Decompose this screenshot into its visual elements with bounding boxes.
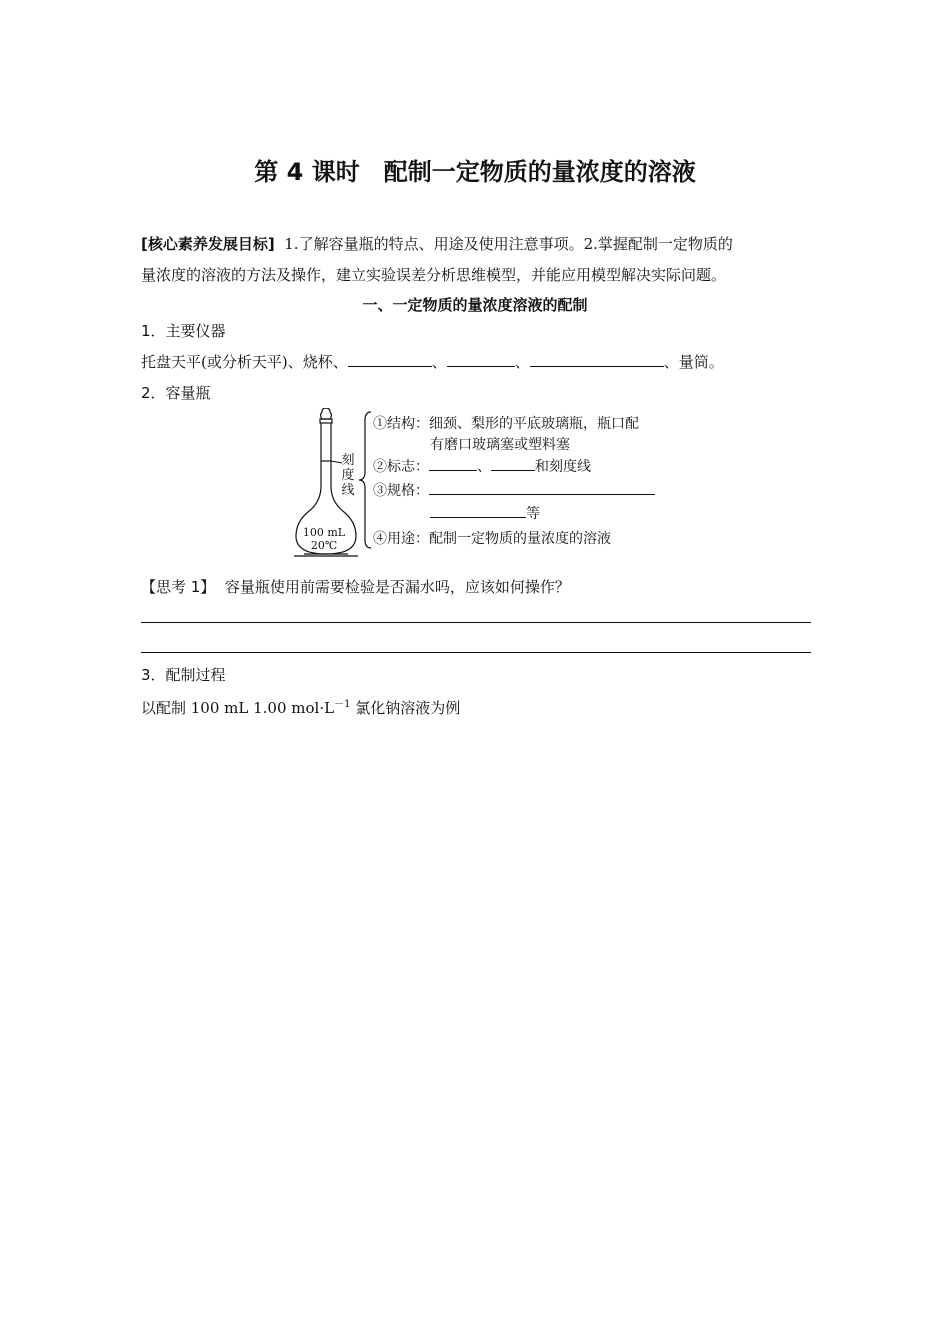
mark-line	[373, 456, 591, 476]
mark-pointer	[320, 455, 344, 465]
think-label: 【思考 1】	[141, 578, 216, 596]
think-question	[141, 576, 570, 597]
item3-heading: 3．配制过程	[141, 666, 226, 684]
mark-sep: 、	[477, 459, 491, 475]
flask-volume: 100 mL	[302, 526, 346, 539]
item1-sep-1: 、	[431, 353, 447, 371]
use-text: 配制一定物质的量浓度的溶液	[429, 531, 611, 547]
mark-end: 和刻度线	[535, 459, 591, 475]
structure-line-2: 有磨口玻璃塞或塑料塞	[430, 437, 570, 453]
answer-line-2[interactable]	[141, 652, 811, 653]
item1-text	[141, 350, 724, 372]
item1-text-start: 托盘天平(或分析天平)、烧杯、	[141, 353, 348, 371]
goals-text-1: 1.了解容量瓶的特点、用途及使用注意事项。2.掌握配制一定物质的	[284, 235, 733, 253]
flask-label	[296, 526, 352, 552]
structure-line-1	[373, 413, 639, 433]
brace-icon	[357, 410, 373, 550]
mark-char-1: 刻	[341, 453, 355, 468]
goals-line-1	[141, 229, 813, 260]
spec-blank-2[interactable]	[430, 503, 526, 518]
item3-superscript: －1	[334, 699, 351, 710]
mark-char-3: 线	[341, 483, 355, 498]
mark-char-2: 度	[341, 468, 355, 483]
item3-text	[141, 695, 460, 718]
goals-line-2: 量浓度的溶液的方法及操作，建立实验误差分析思维模型，并能应用模型解决实际问题。	[141, 266, 727, 284]
item1-sep-2: 、	[514, 353, 530, 371]
item1-heading: 1．主要仪器	[141, 322, 226, 340]
stopper-icon	[321, 408, 332, 419]
mark-blank-1[interactable]	[429, 456, 477, 471]
mark-label: ②标志：	[373, 459, 429, 475]
spec-end: 等	[526, 506, 540, 522]
spec-line-2	[430, 503, 540, 523]
goals-label: [核心素养发展目标]	[141, 235, 275, 253]
structure-text-1: 细颈、梨形的平底玻璃瓶，瓶口配	[429, 416, 639, 432]
item3-text-start: 以配制 100 mL 1.00 mol·L	[141, 699, 335, 717]
answer-line-1[interactable]	[141, 622, 811, 623]
flask-temperature: 20℃	[310, 539, 338, 552]
page-title: 第 4 课时 配制一定物质的量浓度的溶液	[254, 158, 696, 186]
answer-blank-1[interactable]	[348, 350, 432, 367]
spec-blank-1[interactable]	[429, 480, 655, 495]
spec-line	[373, 480, 655, 500]
use-label: ④用途：	[373, 531, 429, 547]
think-text: 容量瓶使用前需要检验是否漏水吗，应该如何操作？	[224, 578, 570, 596]
item2-heading: 2．容量瓶	[141, 384, 211, 402]
core-goals	[141, 229, 813, 291]
section-heading: 一、一定物质的量浓度溶液的配制	[362, 296, 588, 314]
spec-label: ③规格：	[373, 483, 429, 499]
item1-text-end: 、量筒。	[663, 353, 724, 371]
use-line	[373, 528, 611, 548]
answer-blank-3[interactable]	[530, 350, 664, 367]
item3-text-end: 氯化钠溶液为例	[350, 699, 461, 717]
answer-blank-2[interactable]	[447, 350, 515, 367]
mark-blank-2[interactable]	[491, 456, 535, 471]
structure-label: ①结构：	[373, 416, 429, 432]
